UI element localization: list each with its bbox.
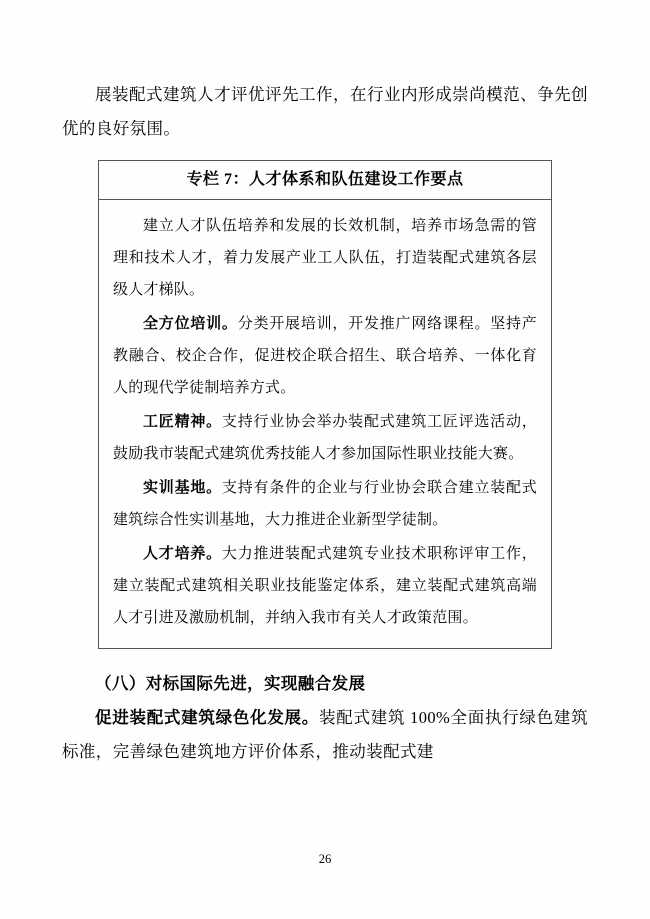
body-paragraph-lead: 促进装配式建筑绿色化发展。	[95, 708, 320, 727]
callout-paragraph	[113, 406, 537, 470]
page-number: 26	[318, 852, 332, 866]
callout-paragraph	[113, 308, 537, 404]
top-paragraph: 展装配式建筑人才评优评先工作，在行业内形成崇尚模范、争先创优的良好氛围。	[62, 85, 588, 138]
callout-body	[99, 200, 551, 648]
callout-paragraph-text: 建立人才队伍培养和发展的长效机制，培养市场急需的管理和技术人才，着力发展产业工人队伍，打造装配式建筑各层级人才梯队。	[113, 218, 537, 298]
callout-paragraph-lead: 工匠精神。	[143, 414, 222, 430]
callout-box	[98, 160, 552, 649]
callout-paragraph-text: 大力推进装配式建筑专业技术职称评审工作，建立装配式建筑相关职业技能鉴定体系，建立装配式建筑高端人才引进及激励机制，并纳入我市有关人才政策范围。	[113, 546, 537, 626]
callout-paragraph-lead: 全方位培训。	[143, 316, 238, 332]
section-heading: （八）对标国际先进，实现融合发展	[95, 674, 366, 693]
callout-paragraph-lead: 实训基地。	[143, 480, 222, 496]
body-paragraph	[62, 701, 588, 769]
callout-paragraph-text: 支持有条件的企业与行业协会联合建立装配式建筑综合性实训基地，大力推进企业新型学徒制。	[113, 480, 537, 528]
callout-paragraph	[113, 210, 537, 306]
callout-paragraph	[113, 538, 537, 634]
callout-paragraph-text: 分类开展培训，开发推广网络课程。坚持产教融合、校企合作，促进校企联合招生、联合培养、一体化育人的现代学徒制培养方式。	[113, 316, 537, 396]
body-paragraph-text: 装配式建筑 100%全面执行绿色建筑标准，完善绿色建筑地方评价体系，推动装配式建	[62, 708, 589, 761]
callout-paragraph-text: 支持行业协会举办装配式建筑工匠评选活动，鼓励我市装配式建筑优秀技能人才参加国际性职业技能大赛。	[113, 414, 537, 462]
callout-paragraph	[113, 472, 537, 536]
callout-title: 专栏 7：人才体系和队伍建设工作要点	[99, 161, 551, 200]
callout-paragraph-lead: 人才培养。	[143, 546, 222, 562]
